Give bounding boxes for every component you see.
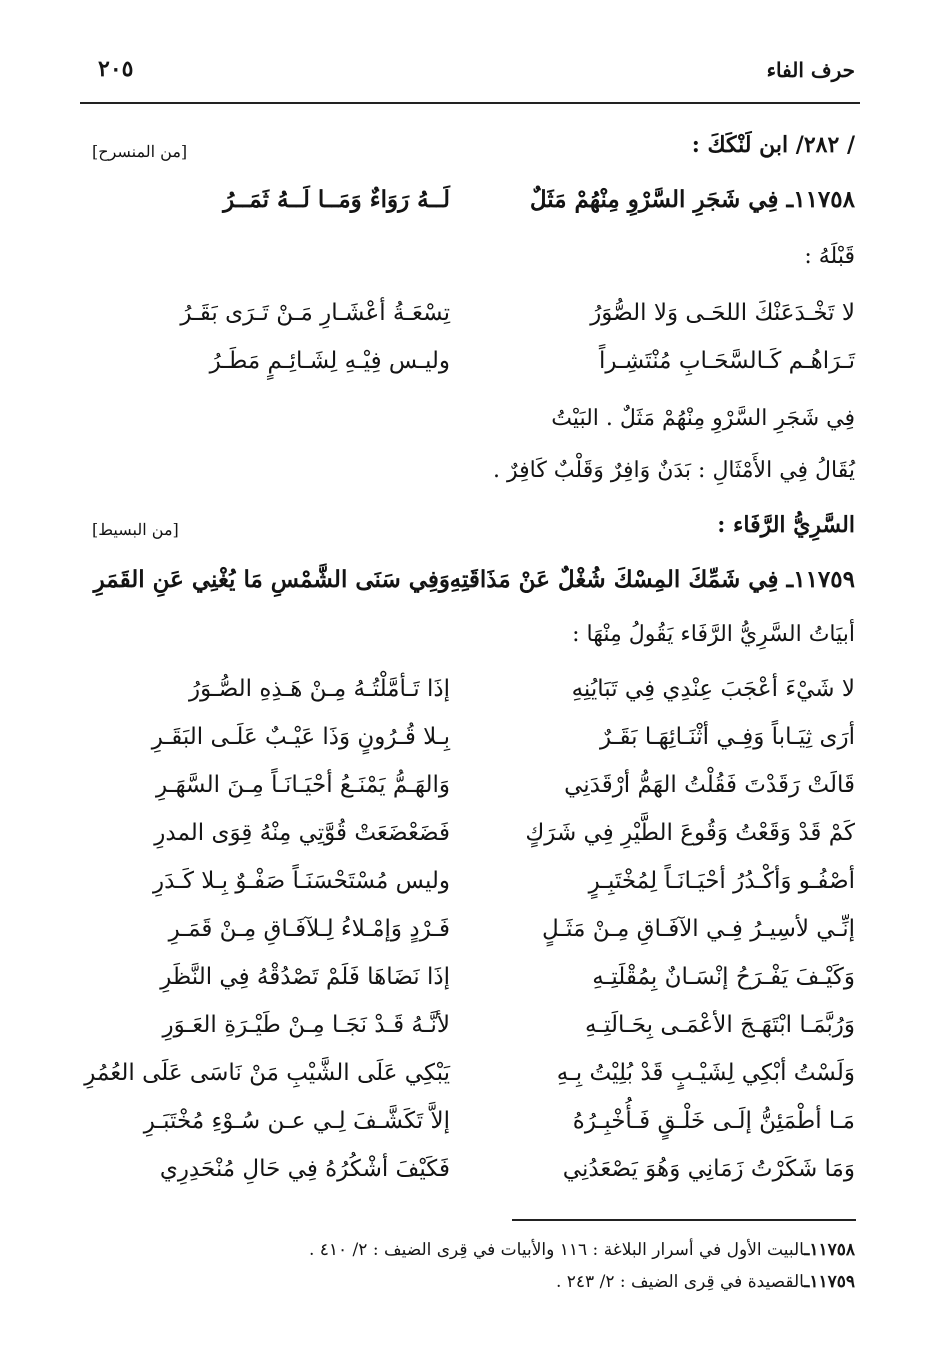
footnote-divider xyxy=(512,1219,856,1221)
main-verse-11759 xyxy=(80,566,855,606)
poem-verse: أصْفُـو وَأكْـدُرُ أحْيَـانَـاً لِمُخْتَبِـرٍ وليس مُسْتَحْسَنَـاً صَفْـوٌ بِـلا كَـدَرِ xyxy=(153,868,855,894)
poem-verse: وَلَسْتُ أبْكِي لِشَيْـبٍ قَدْ بُلِيْتُ بِـهِ يَبْكِي عَلَى الشَّيْبِ مَنْ نَاسَى عَلَى العُمُرِ xyxy=(84,1060,855,1086)
poem-verse: وَرُبَّمَـا ابْتَهَـجَ الأعْمَـى بِحَـالَتِـهِ لأنَّـهُ قَـدْ نَجَـا مِـنْ طَيْـرَةِ العَـوَرِ xyxy=(162,1012,855,1038)
verse-second-hemistich: وَفِي سَنَى الشَّمْسِ مَا يُغْنِي عَنِ القَمَرِ xyxy=(93,566,450,593)
header-divider xyxy=(80,102,860,104)
poem-verse: تَـرَاهُـم كَـالسَّحَـابِ مُنْتَشِـراً وليـس فِيْـهِ لِشَـائِـمٍ مَطَـرُ xyxy=(209,348,855,374)
intro-verses: أبيَاتُ السَّرِيُّ الرَّفَاء يَقُولُ مِنْهَا : xyxy=(572,622,855,647)
prose-line: فِي شَجَرِ السَّرْوِ مِنْهُمْ مَثَلٌ . البَيْتُ xyxy=(551,406,855,431)
poem-verse: وَكَيْـفَ يَفْـرَحُ إنْسَـانٌ بِمُقْلَتِـهِ إذَا نَضَاهَا فَلَمْ تَصْدُقْهُ فِي النَّظَرِ xyxy=(160,964,855,990)
poem-verse: وَمَا شَكَرْتُ زَمَانِي وَهُوَ يَصْعَدُنِي فَكَيْفَ أشْكُرُهُ فِي حَالِ مُنْحَدِرِي xyxy=(159,1156,855,1182)
meter-label: [من البسيط] xyxy=(92,520,179,539)
poem-verse: كَمْ قَدْ وَقَعْتُ وَقُوعَ الطَّيْرِ فِي شَرَكٍ فَضَعْضَعَتْ قُوَّتِي مِنْهُ قِوَى المدرِ xyxy=(154,820,855,846)
verse-number: ١١٧٥٩ـ xyxy=(786,566,855,593)
meter-label: [من المنسرح] xyxy=(92,142,188,161)
footnote-11758: ١١٧٥٨ـالبيت الأول في أسرار البلاغة : ١١٦ والأبيات في قِرى الضيف : ٢/ ٤١٠ . xyxy=(308,1240,855,1260)
verse-first-hemistich: ١١٧٥٨ـ فِي شَجَرِ السَّرْوِ مِنْهُمْ مَثَلٌ xyxy=(529,186,855,213)
verse-first-hemistich: ١١٧٥٩ـ فِي شَمِّكَ المِسْكَ شُغْلٌ عَنْ مَذَاقَتِهِ xyxy=(449,566,855,593)
poem-verse: لا تَخْـدَعَنْكَ اللحَـى وَلا الصُّوَرُ تِسْعَـةُ أعْشَـارِ مَـنْ تَـرَى بَقَـرُ xyxy=(180,300,855,326)
poet-heading-ibn-lankak: / ٢٨٢/ ابن لَنْكَكَ : xyxy=(691,132,855,158)
running-header-title: حرف الفاء xyxy=(766,58,855,82)
footnote-11759: ١١٧٥٩ـالقصيدة في قِرى الضيف : ٢/ ٢٤٣ . xyxy=(555,1272,855,1292)
verse-second-hemistich: لَــهُ رَوَاءٌ وَمَــا لَــهُ ثَمَــرُ xyxy=(223,186,450,213)
poem-verse: مَـا أطْمَئِنُّ إلَـى خَلْـقٍ فَـأُخْبِـرُهُ إلاَّ تَكَشَّـفَ لِـي عـن سُـوْءِ مُخْتَبَـرِ xyxy=(143,1108,855,1134)
poem-verse: لا شَيْءَ أعْجَبَ عِنْدِي فِي تَبَايُنِهِ إذَا تَـأمَّلْتُـهُ مِـنْ هَـذِهِ الصُّـوَرُ xyxy=(189,676,855,702)
poet-heading-sari-raffa: السَّرِيُّ الرَّفَاء : xyxy=(717,512,855,538)
intro-before: قَبْلَهُ : xyxy=(804,244,855,269)
poem-verse: أرَى ثِيَـاباً وَفِـي أثْنَـائِهَـا بَقَـرٌ بِـلا قُـرُونٍ وَذَا عَيْـبٌ عَلَـى البَقَـرِ xyxy=(151,724,855,750)
poem-verse: إنِّـي لأسِيـرُ فِـي الآفَـاقِ مِـنْ مَثَـلٍ فَـرْدٍ وَإمْـلاءُ لِـلآفَـاقِ مِـنْ قَمَـرِ xyxy=(168,916,855,942)
page-number: ٢٠٥ xyxy=(98,56,134,82)
verse-number: ١١٧٥٨ـ xyxy=(786,186,855,213)
poem-verse: قَالَتْ رَقَدْتَ فَقُلْتُ الهَمُّ أرْقَدَنِي وَالهَـمُّ يَمْنَـعُ أحْيَـانَـاً مِـنَ السَّهَـرِ xyxy=(156,772,855,798)
proverb-line: يُقَالُ فِي الأَمْثَالِ : بَدَنٌ وَافِرٌ وَقَلْبٌ كَافِرٌ . xyxy=(493,458,855,483)
main-verse-11758 xyxy=(80,186,855,226)
